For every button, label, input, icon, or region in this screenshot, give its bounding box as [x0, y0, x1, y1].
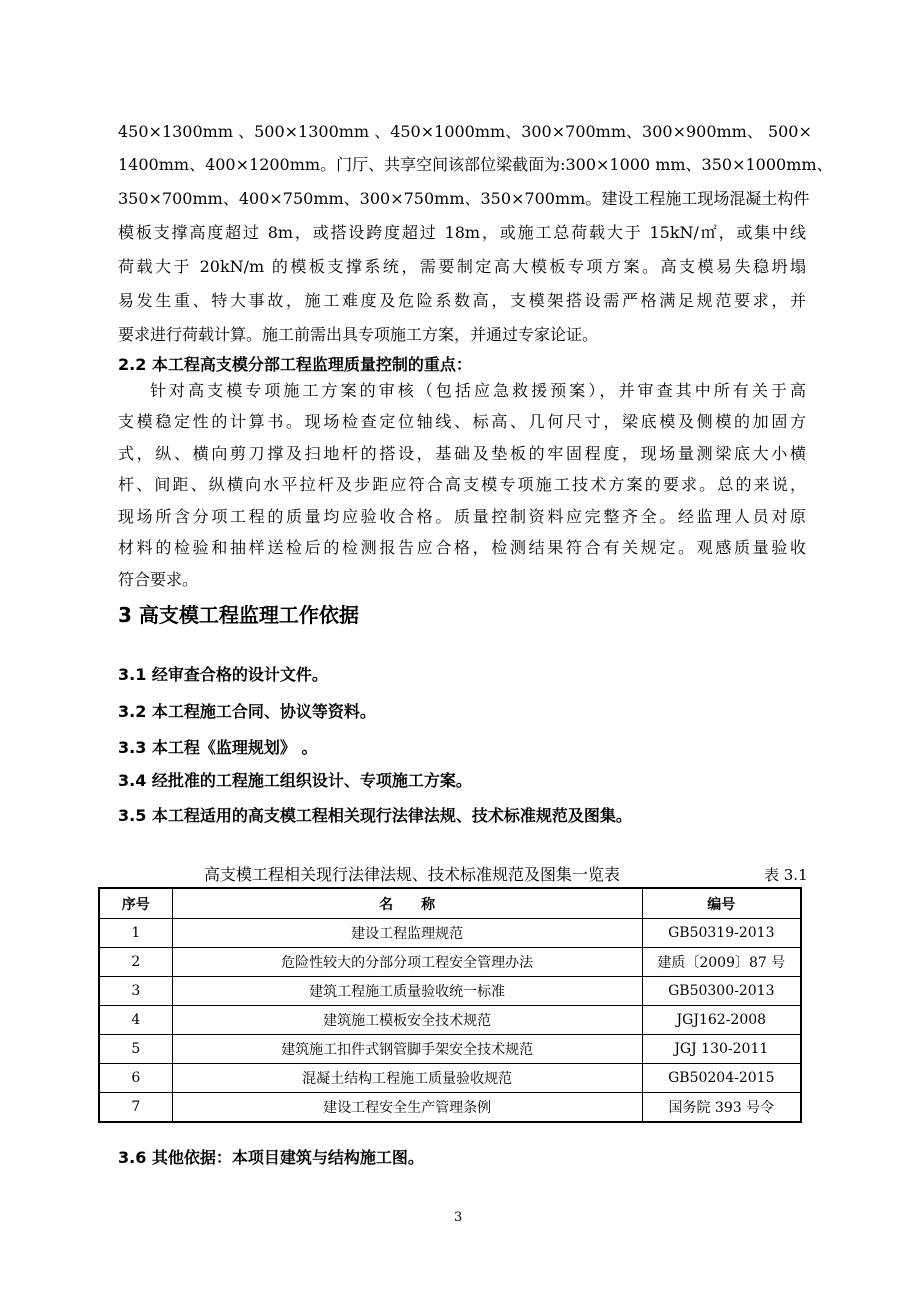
cell-name: 建设工程监理规范: [172, 919, 642, 948]
intro-line: 450×1300mm 、500×1300mm 、450×1000mm、300×700mm、300×900mm、 500×: [118, 122, 812, 141]
cell-code: GB50204-2015: [642, 1064, 801, 1093]
page-number: 3: [454, 1210, 463, 1225]
table-row: [99, 1064, 801, 1093]
intro-line: 要求进行荷载计算。施工前需出具专项施工方案，并通过专家论证。: [118, 325, 599, 344]
table-header-row: [99, 888, 801, 919]
intro-line: 易发生重、特大事故，施工难度及危险系数高，支模架搭设需严格满足规范要求，并: [118, 291, 806, 310]
cell-index: 7: [99, 1093, 172, 1123]
intro-line: 模板支撑高度超过 8m，或搭设跨度超过 18m，或施工总荷载大于 15kN/㎡，或集中线: [118, 223, 806, 242]
cell-name: 混凝土结构工程施工质量验收规范: [172, 1064, 642, 1093]
cell-name: 建筑施工模板安全技术规范: [172, 1006, 642, 1035]
body-line: 符合要求。: [118, 570, 199, 589]
cell-name: 建设工程安全生产管理条例: [172, 1093, 642, 1123]
intro-line: 350×700mm、400×750mm、300×750mm、350×700mm。建设工程施工现场混凝土构件: [118, 189, 810, 208]
table-row: [99, 977, 801, 1006]
body-line: 杆、间距、纵横向水平拉杆及步距应符合高支模专项施工技术方案的要求。总的来说，: [118, 475, 806, 494]
cell-index: 4: [99, 1006, 172, 1035]
list-item-3-3: 3.3 本工程《监理规划》 。: [118, 738, 318, 757]
section-3-heading: 3 高支模工程监理工作依据: [118, 603, 359, 627]
list-item-3-6: 3.6 其他依据：本项目建筑与结构施工图。: [118, 1148, 424, 1167]
standards-table: [98, 887, 802, 1123]
table-row: [99, 919, 801, 948]
cell-index: 3: [99, 977, 172, 1006]
table-row: [99, 948, 801, 977]
body-line: 材料的检验和抽样送检后的检测报告应合格，检测结果符合有关规定。观感质量验收: [118, 538, 806, 557]
list-item-3-1: 3.1 经审查合格的设计文件。: [118, 665, 328, 684]
section-2-2-heading: 2.2 本工程高支模分部工程监理质量控制的重点：: [118, 355, 472, 374]
header-code: 编号: [642, 888, 801, 919]
table-row: [99, 1006, 801, 1035]
list-item-3-5: 3.5 本工程适用的高支模工程相关现行法律法规、技术标准规范及图集。: [118, 806, 632, 825]
body-line: 支模稳定性的计算书。现场检查定位轴线、标高、几何尺寸，梁底模及侧模的加固方: [118, 412, 806, 431]
body-line: 现场所含分项工程的质量均应验收合格。质量控制资料应完整齐全。经监理人员对原: [118, 507, 806, 526]
cell-code: 建质〔2009〕87 号: [642, 948, 801, 977]
cell-code: JGJ 130-2011: [642, 1035, 801, 1064]
body-line: 针对高支模专项施工方案的审核（包括应急救援预案），并审查其中所有关于高: [150, 381, 806, 400]
cell-index: 5: [99, 1035, 172, 1064]
list-item-3-2: 3.2 本工程施工合同、协议等资料。: [118, 702, 376, 721]
table-row: [99, 1035, 801, 1064]
cell-index: 1: [99, 919, 172, 948]
cell-name: 建筑施工扣件式钢管脚手架安全技术规范: [172, 1035, 642, 1064]
cell-code: GB50319-2013: [642, 919, 801, 948]
table-row: [99, 1093, 801, 1123]
table-title: 高支模工程相关现行法律法规、技术标准规范及图集一览表: [204, 865, 621, 884]
cell-name: 建筑工程施工质量验收统一标准: [172, 977, 642, 1006]
intro-line: 荷载大于 20kN/m 的模板支撑系统，需要制定高大模板专项方案。高支模易失稳坍塌: [118, 257, 806, 276]
cell-code: 国务院 393 号令: [642, 1093, 801, 1123]
header-index: 序号: [99, 888, 172, 919]
table-number: 表 3.1: [764, 866, 808, 884]
header-name: 名 称: [172, 888, 642, 919]
cell-index: 2: [99, 948, 172, 977]
cell-code: JGJ162-2008: [642, 1006, 801, 1035]
cell-code: GB50300-2013: [642, 977, 801, 1006]
body-line: 式，纵、横向剪刀撑及扫地杆的搭设，基础及垫板的牢固程度，现场量测梁底大小横: [118, 444, 806, 463]
intro-line: 1400mm、400×1200mm。门厅、共享空间该部位梁截面为:300×1000 mm、350×1000mm、: [118, 155, 833, 174]
list-item-3-4: 3.4 经批准的工程施工组织设计、专项施工方案。: [118, 771, 472, 790]
cell-index: 6: [99, 1064, 172, 1093]
cell-name: 危险性较大的分部分项工程安全管理办法: [172, 948, 642, 977]
